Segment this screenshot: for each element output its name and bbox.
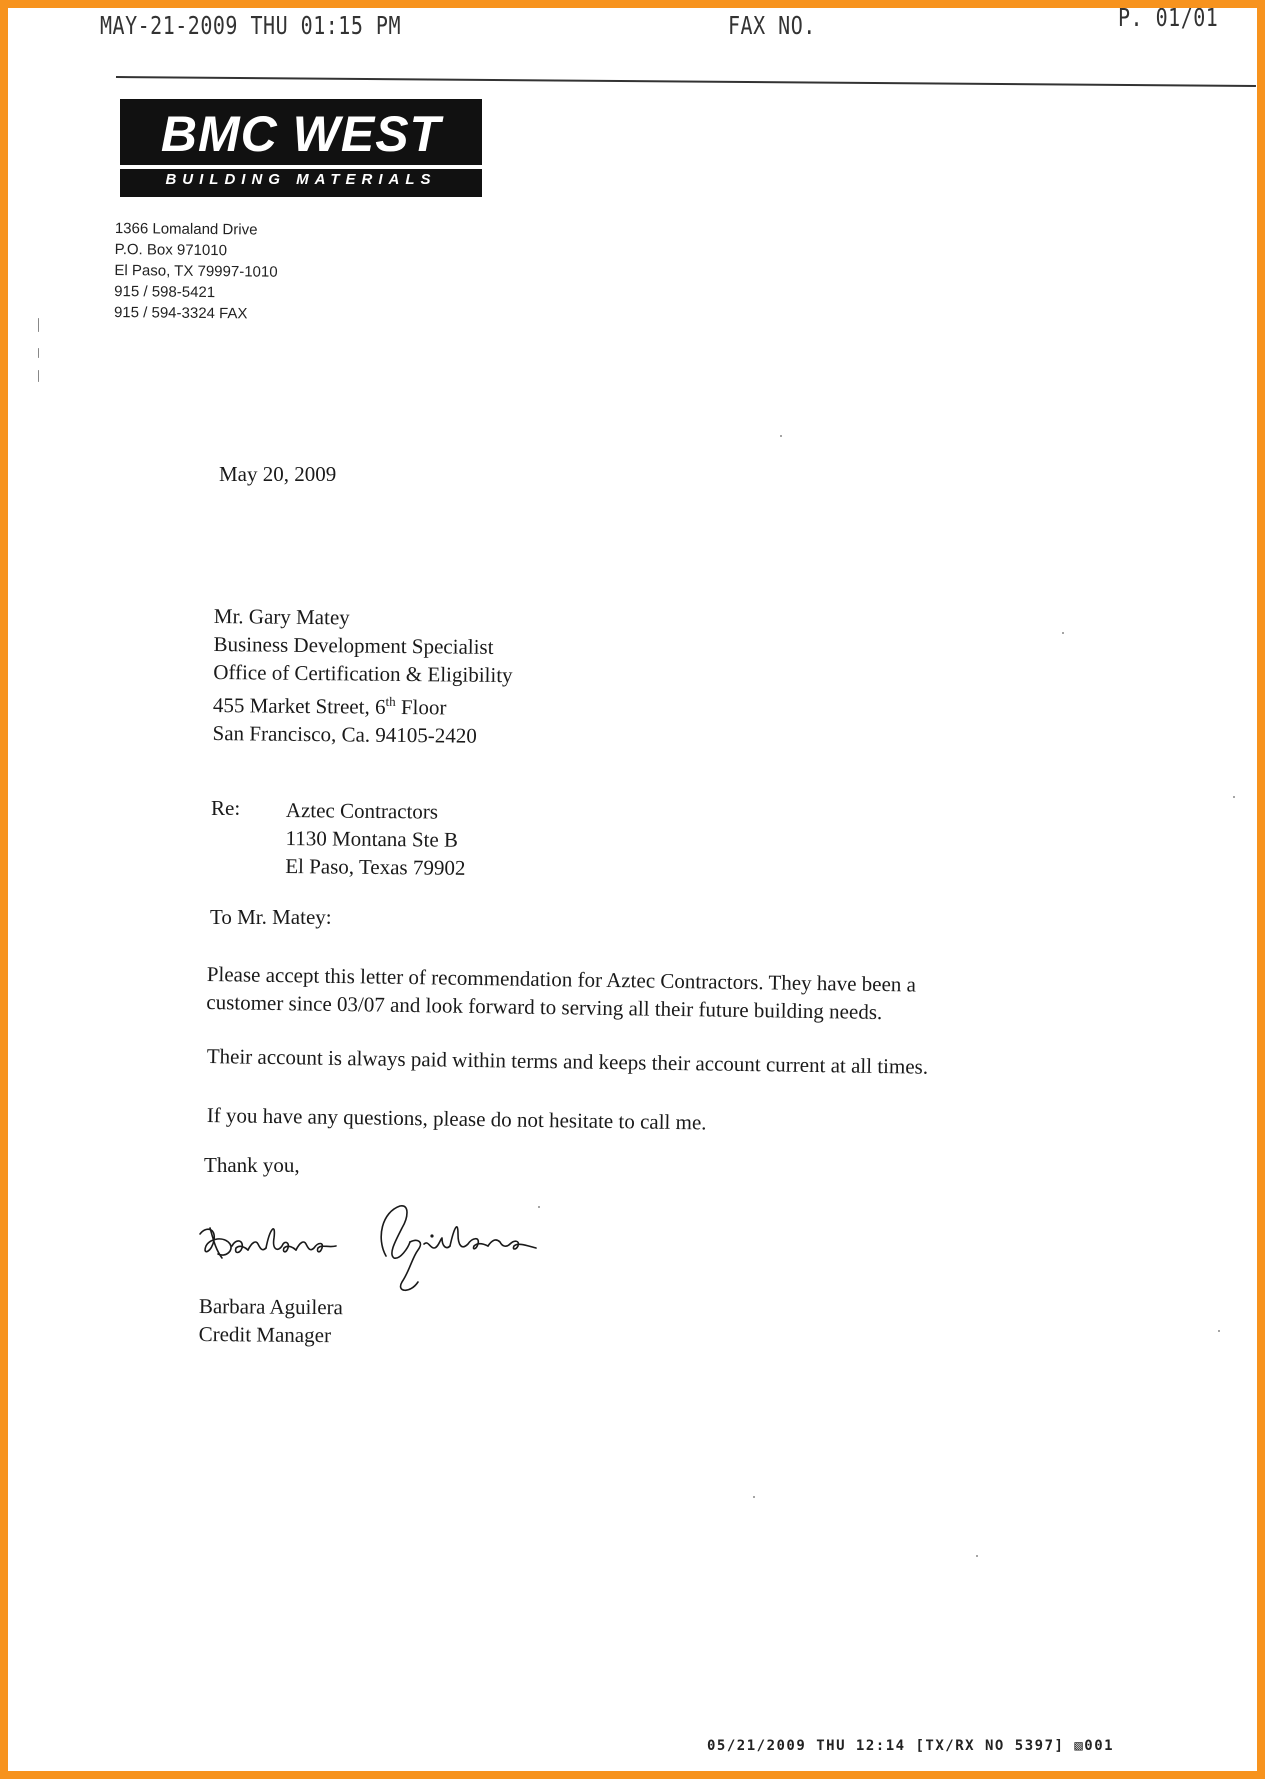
signer-block	[199, 1292, 344, 1349]
address-line: 915 / 594-3324 FAX	[113, 303, 248, 323]
handwritten-signature	[196, 1198, 616, 1308]
recipient-name: Mr. Gary Matey	[213, 603, 350, 630]
re-line: 1130 Montana Ste B	[285, 825, 459, 852]
signer-name: Barbara Aguilera	[198, 1293, 344, 1320]
logo-subtitle: BUILDING MATERIALS	[165, 171, 437, 188]
paragraph-line: Please accept this letter of recommendation for Aztec Contractors. They have been a	[206, 961, 917, 997]
logo-divider	[120, 165, 482, 169]
fax-timestamp: MAY-21-2009 THU 01:15 PM	[100, 10, 401, 40]
scan-speck	[1062, 632, 1064, 634]
scan-speck	[538, 1206, 540, 1208]
closing: Thank you,	[204, 1153, 300, 1177]
paragraph-line: If you have any questions, please do not hesitate to call me.	[206, 1102, 707, 1135]
scan-speck	[1218, 1330, 1220, 1332]
street-ordinal: th	[385, 693, 396, 709]
body-paragraph	[207, 1042, 929, 1081]
re-line: El Paso, Texas 79902	[285, 853, 466, 880]
recipient-block	[212, 602, 513, 750]
signer-title: Credit Manager	[198, 1321, 332, 1348]
fax-number-label: FAX NO.	[728, 10, 816, 40]
body-paragraph	[207, 1101, 707, 1136]
re-block	[285, 796, 466, 882]
fax-transmission-footer: 05/21/2009 THU 12:14 [TX/RX NO 5397] ▧001	[707, 1738, 1115, 1754]
scan-speck	[780, 435, 782, 437]
recipient-city: San Francisco, Ca. 94105-2420	[212, 720, 477, 748]
letter-date: May 20, 2009	[219, 462, 337, 486]
scan-speck	[1233, 796, 1235, 798]
paragraph-line: customer since 03/07 and look forward to serving all their future building needs.	[206, 989, 883, 1025]
fax-page-count: P. 01/01	[1118, 2, 1219, 32]
scan-speck	[38, 370, 39, 382]
bmc-west-logo	[120, 99, 482, 197]
address-line: P.O. Box 971010	[114, 240, 228, 260]
re-label: Re:	[211, 796, 241, 820]
street-floor: Floor	[395, 694, 447, 720]
address-line: 1366 Lomaland Drive	[114, 219, 258, 239]
re-line: Aztec Contractors	[285, 797, 439, 824]
header-rule	[116, 76, 1256, 87]
scan-speck	[753, 1496, 755, 1498]
logo-title: BMC WEST	[160, 106, 442, 162]
company-address	[114, 218, 278, 325]
paragraph-line: Their account is always paid within terms and keeps their account current at all times.	[206, 1043, 929, 1079]
recipient-title: Business Development Specialist	[213, 631, 494, 659]
recipient-office: Office of Certification & Eligibility	[213, 659, 513, 688]
recipient-street	[213, 686, 513, 722]
scan-speck	[976, 1555, 978, 1557]
salutation: To Mr. Matey:	[210, 905, 332, 929]
scan-speck	[38, 348, 39, 358]
street-text: 455 Market Street, 6	[212, 692, 386, 719]
body-paragraph	[206, 960, 916, 1027]
address-line: 915 / 598-5421	[114, 282, 216, 302]
address-line: El Paso, TX 79997-1010	[114, 261, 278, 281]
scan-speck	[38, 318, 39, 332]
